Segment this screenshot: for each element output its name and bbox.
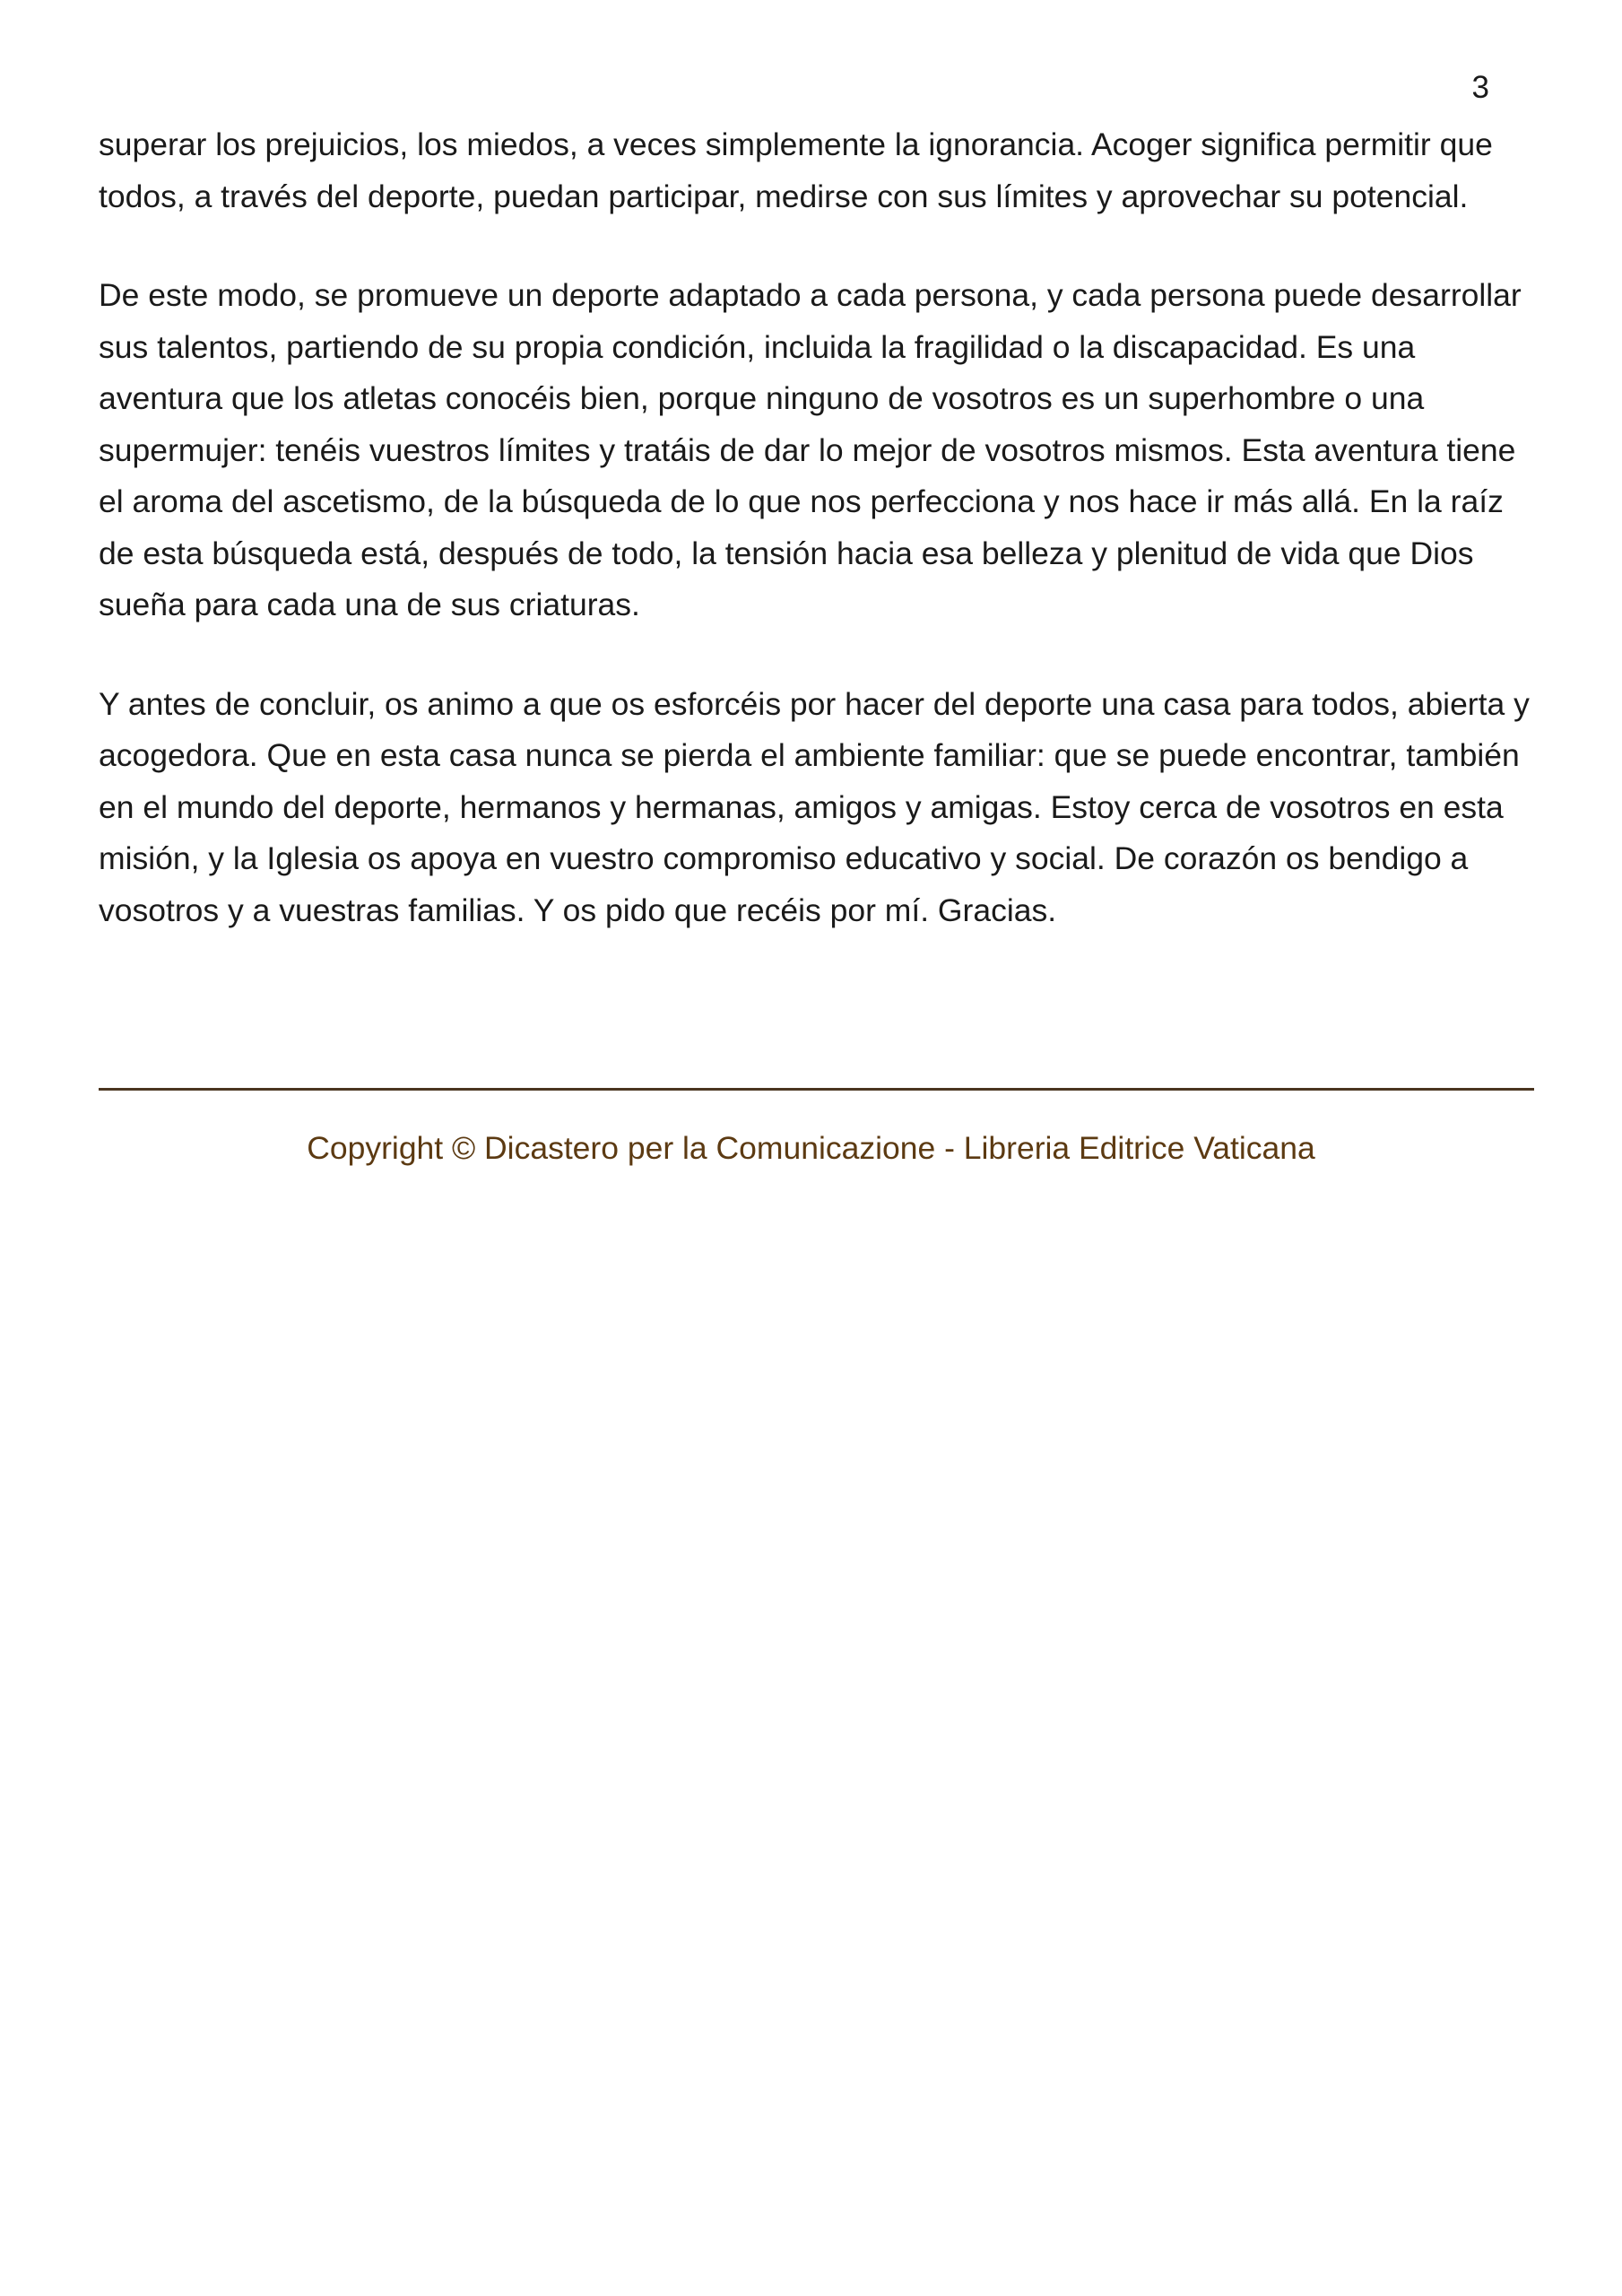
paragraph-1: superar los prejuicios, los miedos, a veces simplemente la ignorancia. Acoger significa permitir que todos, a través del deporte, puedan participar, medirse con sus límites y aprovechar su potencial. <box>99 126 1493 214</box>
footer-divider <box>99 1088 1534 1091</box>
copyright-notice: Copyright © Dicastero per la Comunicazione - Libreria Editrice Vaticana <box>307 1130 1315 1166</box>
document-body <box>99 119 1533 984</box>
page-number: 3 <box>1471 70 1489 105</box>
paragraph-3: Y antes de concluir, os animo a que os esforcéis por hacer del deporte una casa para todos, abierta y acogedora. Que en esta casa nunca se pierda el ambiente familiar: que se puede encontrar, también en el mundo del deporte, hermanos y hermanas, amigos y amigas. Estoy cerca de vosotros en esta misión, y la Iglesia os apoya en vuestro compromiso educativo y social. De corazón os bendigo a vosotros y a vuestras familias. Y os pido que recéis por mí. Gracias. <box>99 685 1530 928</box>
paragraph-2: De este modo, se promueve un deporte adaptado a cada persona, y cada persona puede desarrollar sus talentos, partiendo de su propia condición, incluida la fragilidad o la discapacidad. Es una aventura que los atletas conocéis bien, porque ninguno de vosotros es un superhombre o una supermujer: tenéis vuestros límites y tratáis de dar lo mejor de vosotros mismos. Esta aventura tiene el aroma del ascetismo, de la búsqueda de lo que nos perfecciona y nos hace ir más allá. En la raíz de esta búsqueda está, después de todo, la tensión hacia esa belleza y plenitud de vida que Dios sueña para cada una de sus criaturas. <box>99 277 1522 622</box>
